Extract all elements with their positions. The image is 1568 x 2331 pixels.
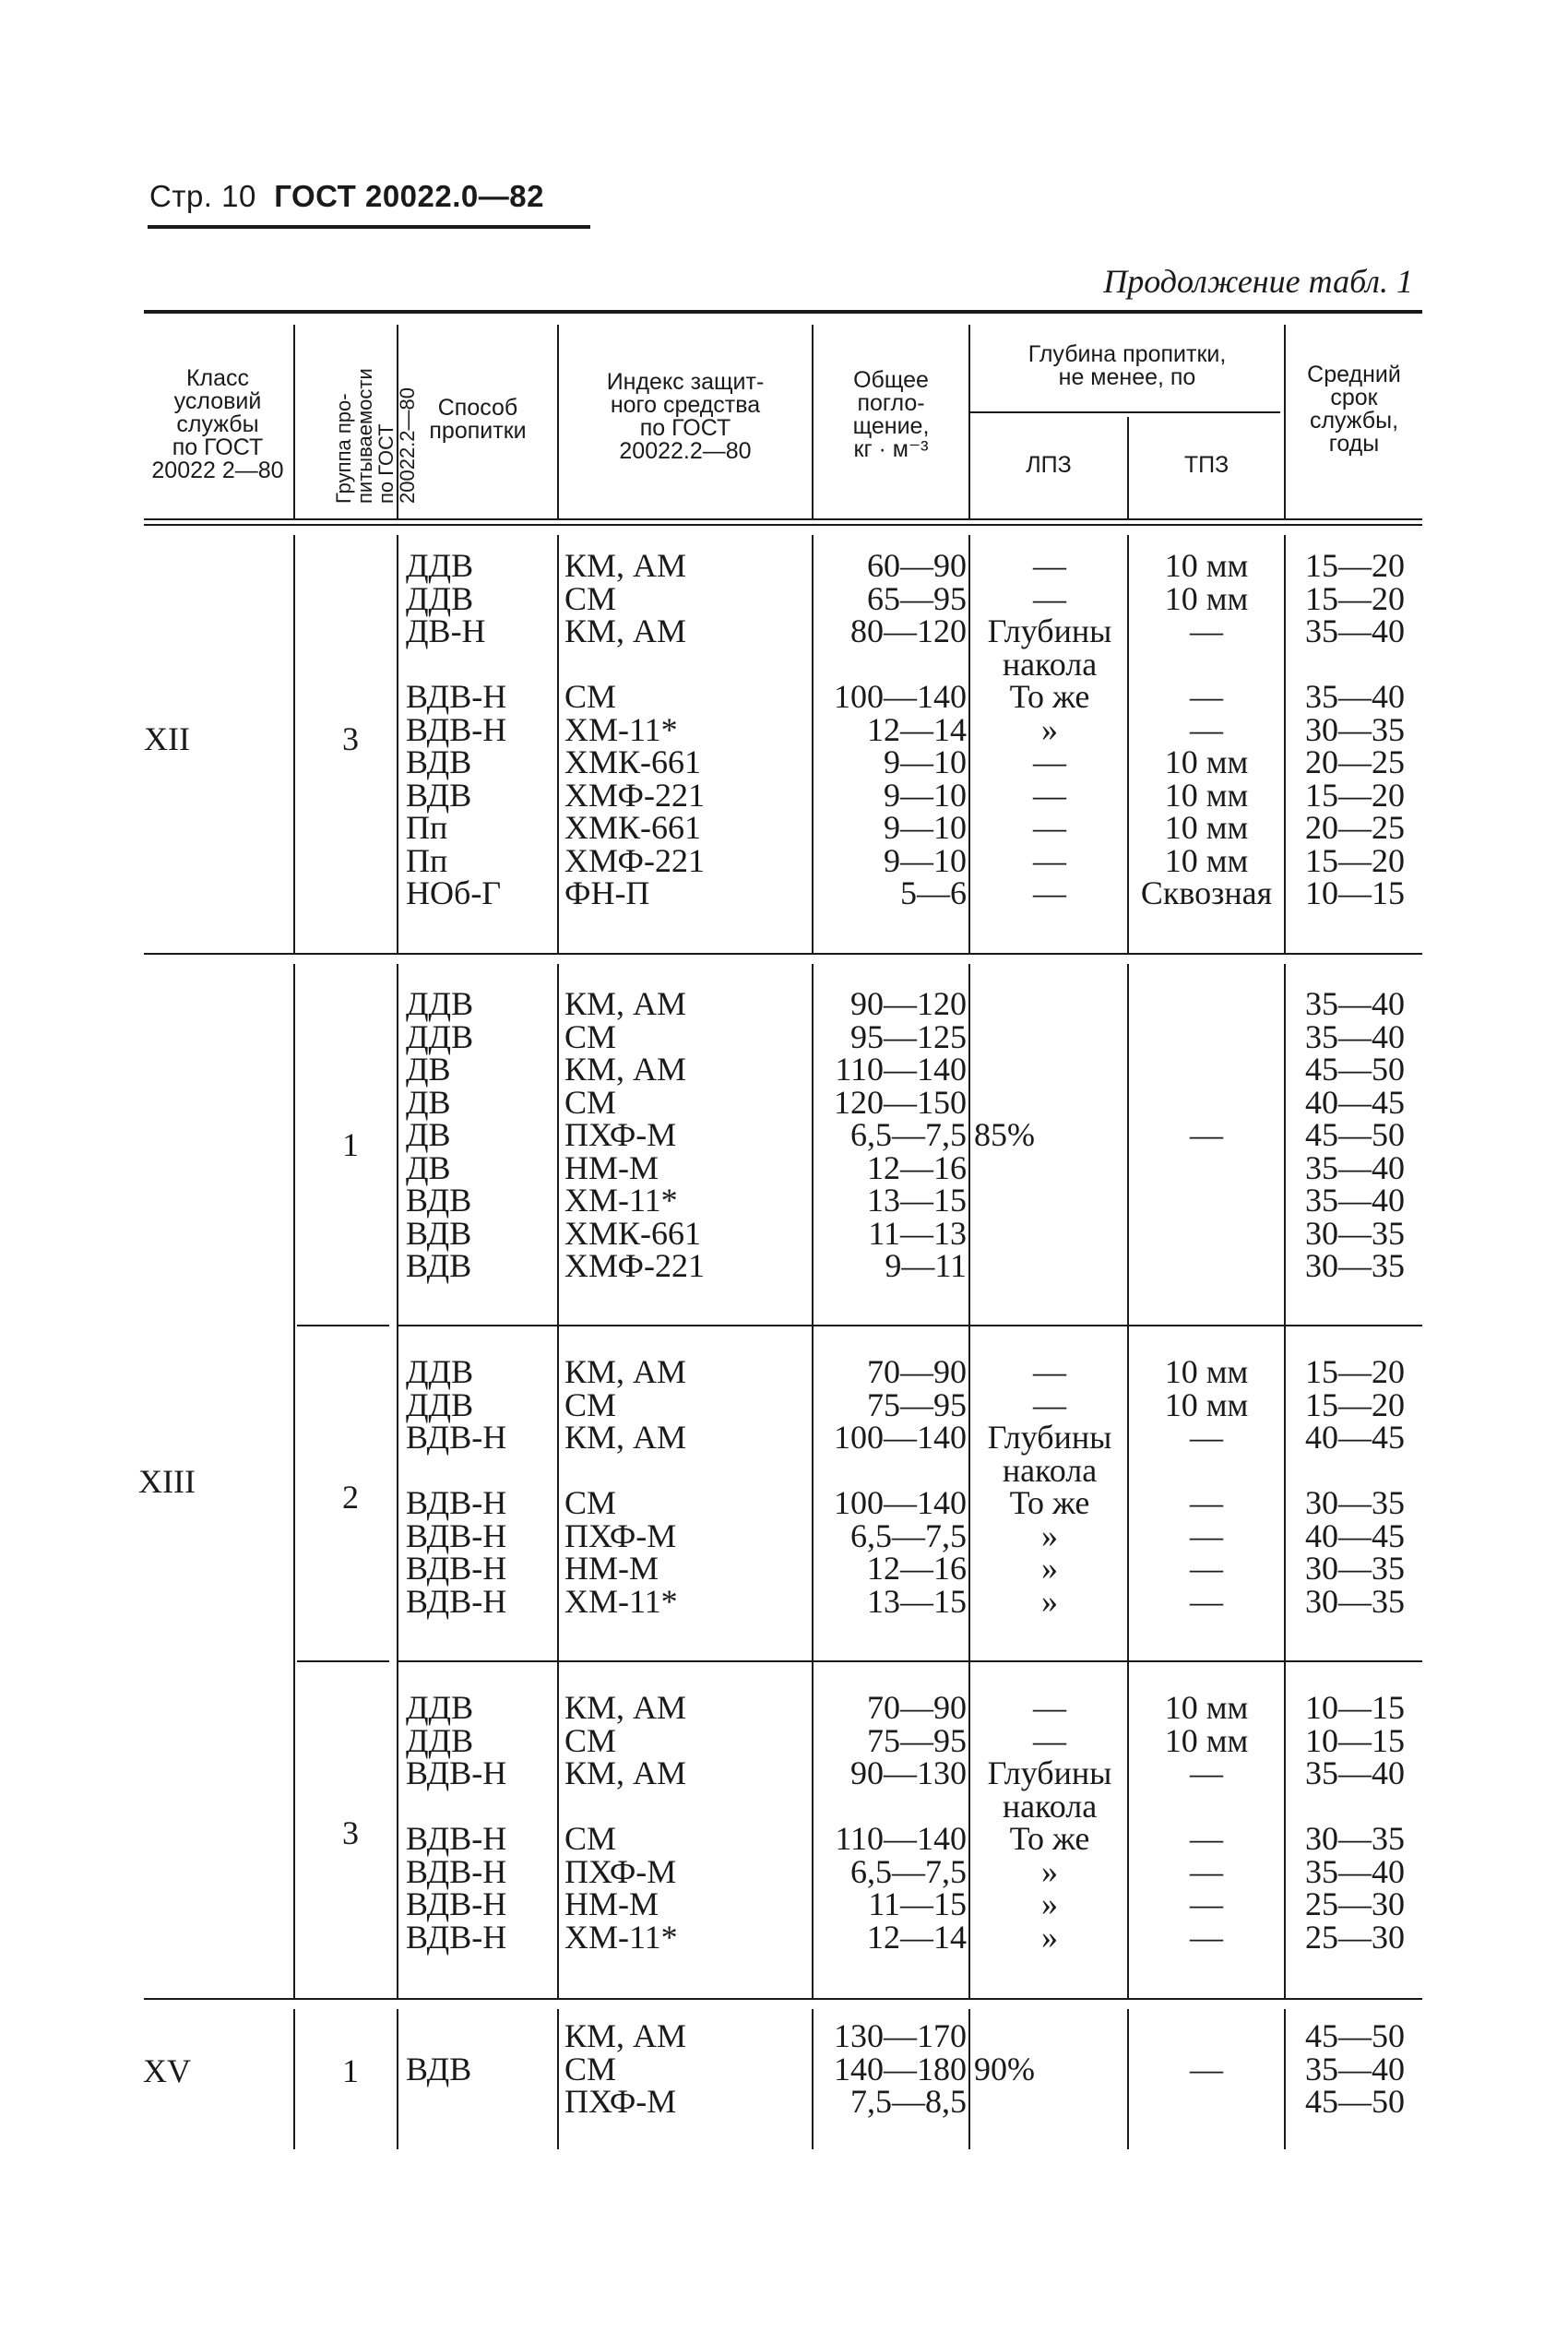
lpz-cell: — — Глубины накола То же » » » — [987, 1689, 1112, 1956]
life-cell: 10—15 10—15 35—40 30—35 35—40 25—30 25—30 — [1305, 1689, 1405, 1956]
life-cell: 15—20 15—20 35—40 35—40 30—35 20—25 15—20 20—25 15—20 10—15 — [1305, 547, 1405, 911]
group-cell: 2 — [342, 1479, 359, 1516]
lpz-cell: — — Глубины накола То же » » » — [987, 1353, 1112, 1620]
group-cell: 1 — [342, 1126, 359, 1163]
index-cell: КМ, АМ СМ ПХФ-М — [564, 2017, 687, 2120]
group-cell: 3 — [342, 1814, 359, 1851]
header-index: Индекс защит- ного средства по ГОСТ 20022.2—80 — [606, 369, 765, 464]
life-cell: 35—40 35—40 45—50 40—45 45—50 35—40 35—40 30—35 30—35 — [1305, 985, 1405, 1284]
life-cell: 45—50 35—40 45—50 — [1305, 2017, 1405, 2120]
class-cell: XV — [143, 2052, 191, 2089]
method-cell: ДДВ ДДВ ДВ-Н ВДВ-Н ВДВ-Н ВДВ ВДВ Пп Пп НОб-Г — [406, 547, 507, 911]
lpz-cell: — — Глубины накола То же » — — — — — — [987, 547, 1112, 911]
group-cell: 1 — [342, 2052, 359, 2089]
class-cell: XII — [144, 720, 190, 757]
absorption-cell: 60—90 65—95 80—120 100—140 12—14 9—10 9—10 9—10 9—10 5—6 — [834, 547, 967, 911]
header-class: Класс условий службы по ГОСТ 20022 2—80 — [151, 365, 284, 483]
standard-code: ГОСТ 20022.0—82 — [274, 179, 544, 213]
group-cell: 3 — [342, 720, 359, 757]
life-cell: 15—20 15—20 40—45 30—35 40—45 30—35 30—35 — [1305, 1353, 1405, 1620]
index-cell: КМ, АМ СМ КМ, АМ СМ ПХФ-М НМ-М ХМ-11* — [564, 1689, 687, 1956]
method-cell: ВДВ — [406, 2051, 472, 2087]
absorption-cell: 130—170 140—180 7,5—8,5 — [834, 2017, 967, 2120]
page-number: Стр. 10 — [149, 179, 256, 213]
header-absorption: Общее погло- щение, кг · м⁻³ — [852, 367, 930, 462]
tpz-cell: 10 мм 10 мм — — — 10 мм 10 мм 10 мм 10 мм Сквозная — [1140, 547, 1273, 911]
header-group: Группа про- питываемости по ГОСТ 20022.2—80 — [332, 368, 419, 504]
tpz-cell: 10 мм 10 мм — — — — — — [1164, 1689, 1249, 1956]
tpz-cell: 10 мм 10 мм — — — — — — [1164, 1353, 1249, 1620]
lpz-cell: 85% — [974, 1116, 1035, 1153]
tpz-cell: — — [1190, 1116, 1223, 1153]
header-rule — [148, 225, 590, 229]
header-lpz: ЛПЗ — [1026, 452, 1072, 478]
header-depth: Глубина пропитки, не менее, по — [1028, 341, 1227, 390]
tpz-cell: — — [1190, 2051, 1223, 2087]
absorption-cell: 70—90 75—95 100—140 100—140 6,5—7,5 12—16 13—15 — [834, 1353, 967, 1620]
header-method: Способ пропитки — [429, 395, 527, 444]
absorption-cell: 90—120 95—125 110—140 120—150 6,5—7,5 12—16 13—15 11—13 9—11 — [834, 985, 967, 1284]
method-cell: ДДВ ДДВ ВДВ-Н ВДВ-Н ВДВ-Н ВДВ-Н ВДВ-Н — [406, 1353, 507, 1620]
index-cell: КМ, АМ СМ КМ, АМ СМ ХМ-11* ХМК-661 ХМФ-221 ХМК-661 ХМФ-221 ФН-П — [564, 547, 705, 911]
header-life: Средний срок службы, годы — [1307, 362, 1401, 457]
method-cell: ДДВ ДДВ ДВ ДВ ДВ ДВ ВДВ ВДВ ВДВ — [406, 985, 474, 1284]
header-tpz: ТПЗ — [1183, 452, 1229, 478]
index-cell: КМ, АМ СМ КМ, АМ СМ ПХФ-М НМ-М ХМ-11* — [564, 1353, 687, 1620]
absorption-cell: 70—90 75—95 90—130 110—140 6,5—7,5 11—15 12—14 — [835, 1689, 967, 1956]
method-cell: ДДВ ДДВ ВДВ-Н ВДВ-Н ВДВ-Н ВДВ-Н ВДВ-Н — [406, 1689, 507, 1956]
table-continuation-caption: Продолжение табл. 1 — [1103, 263, 1413, 300]
page-header — [149, 179, 544, 214]
lpz-cell: 90% — [974, 2051, 1035, 2087]
index-cell: КМ, АМ СМ КМ, АМ СМ ПХФ-М НМ-М ХМ-11* ХМК-661 ХМФ-221 — [564, 985, 705, 1284]
class-cell: XIII — [138, 1463, 196, 1500]
